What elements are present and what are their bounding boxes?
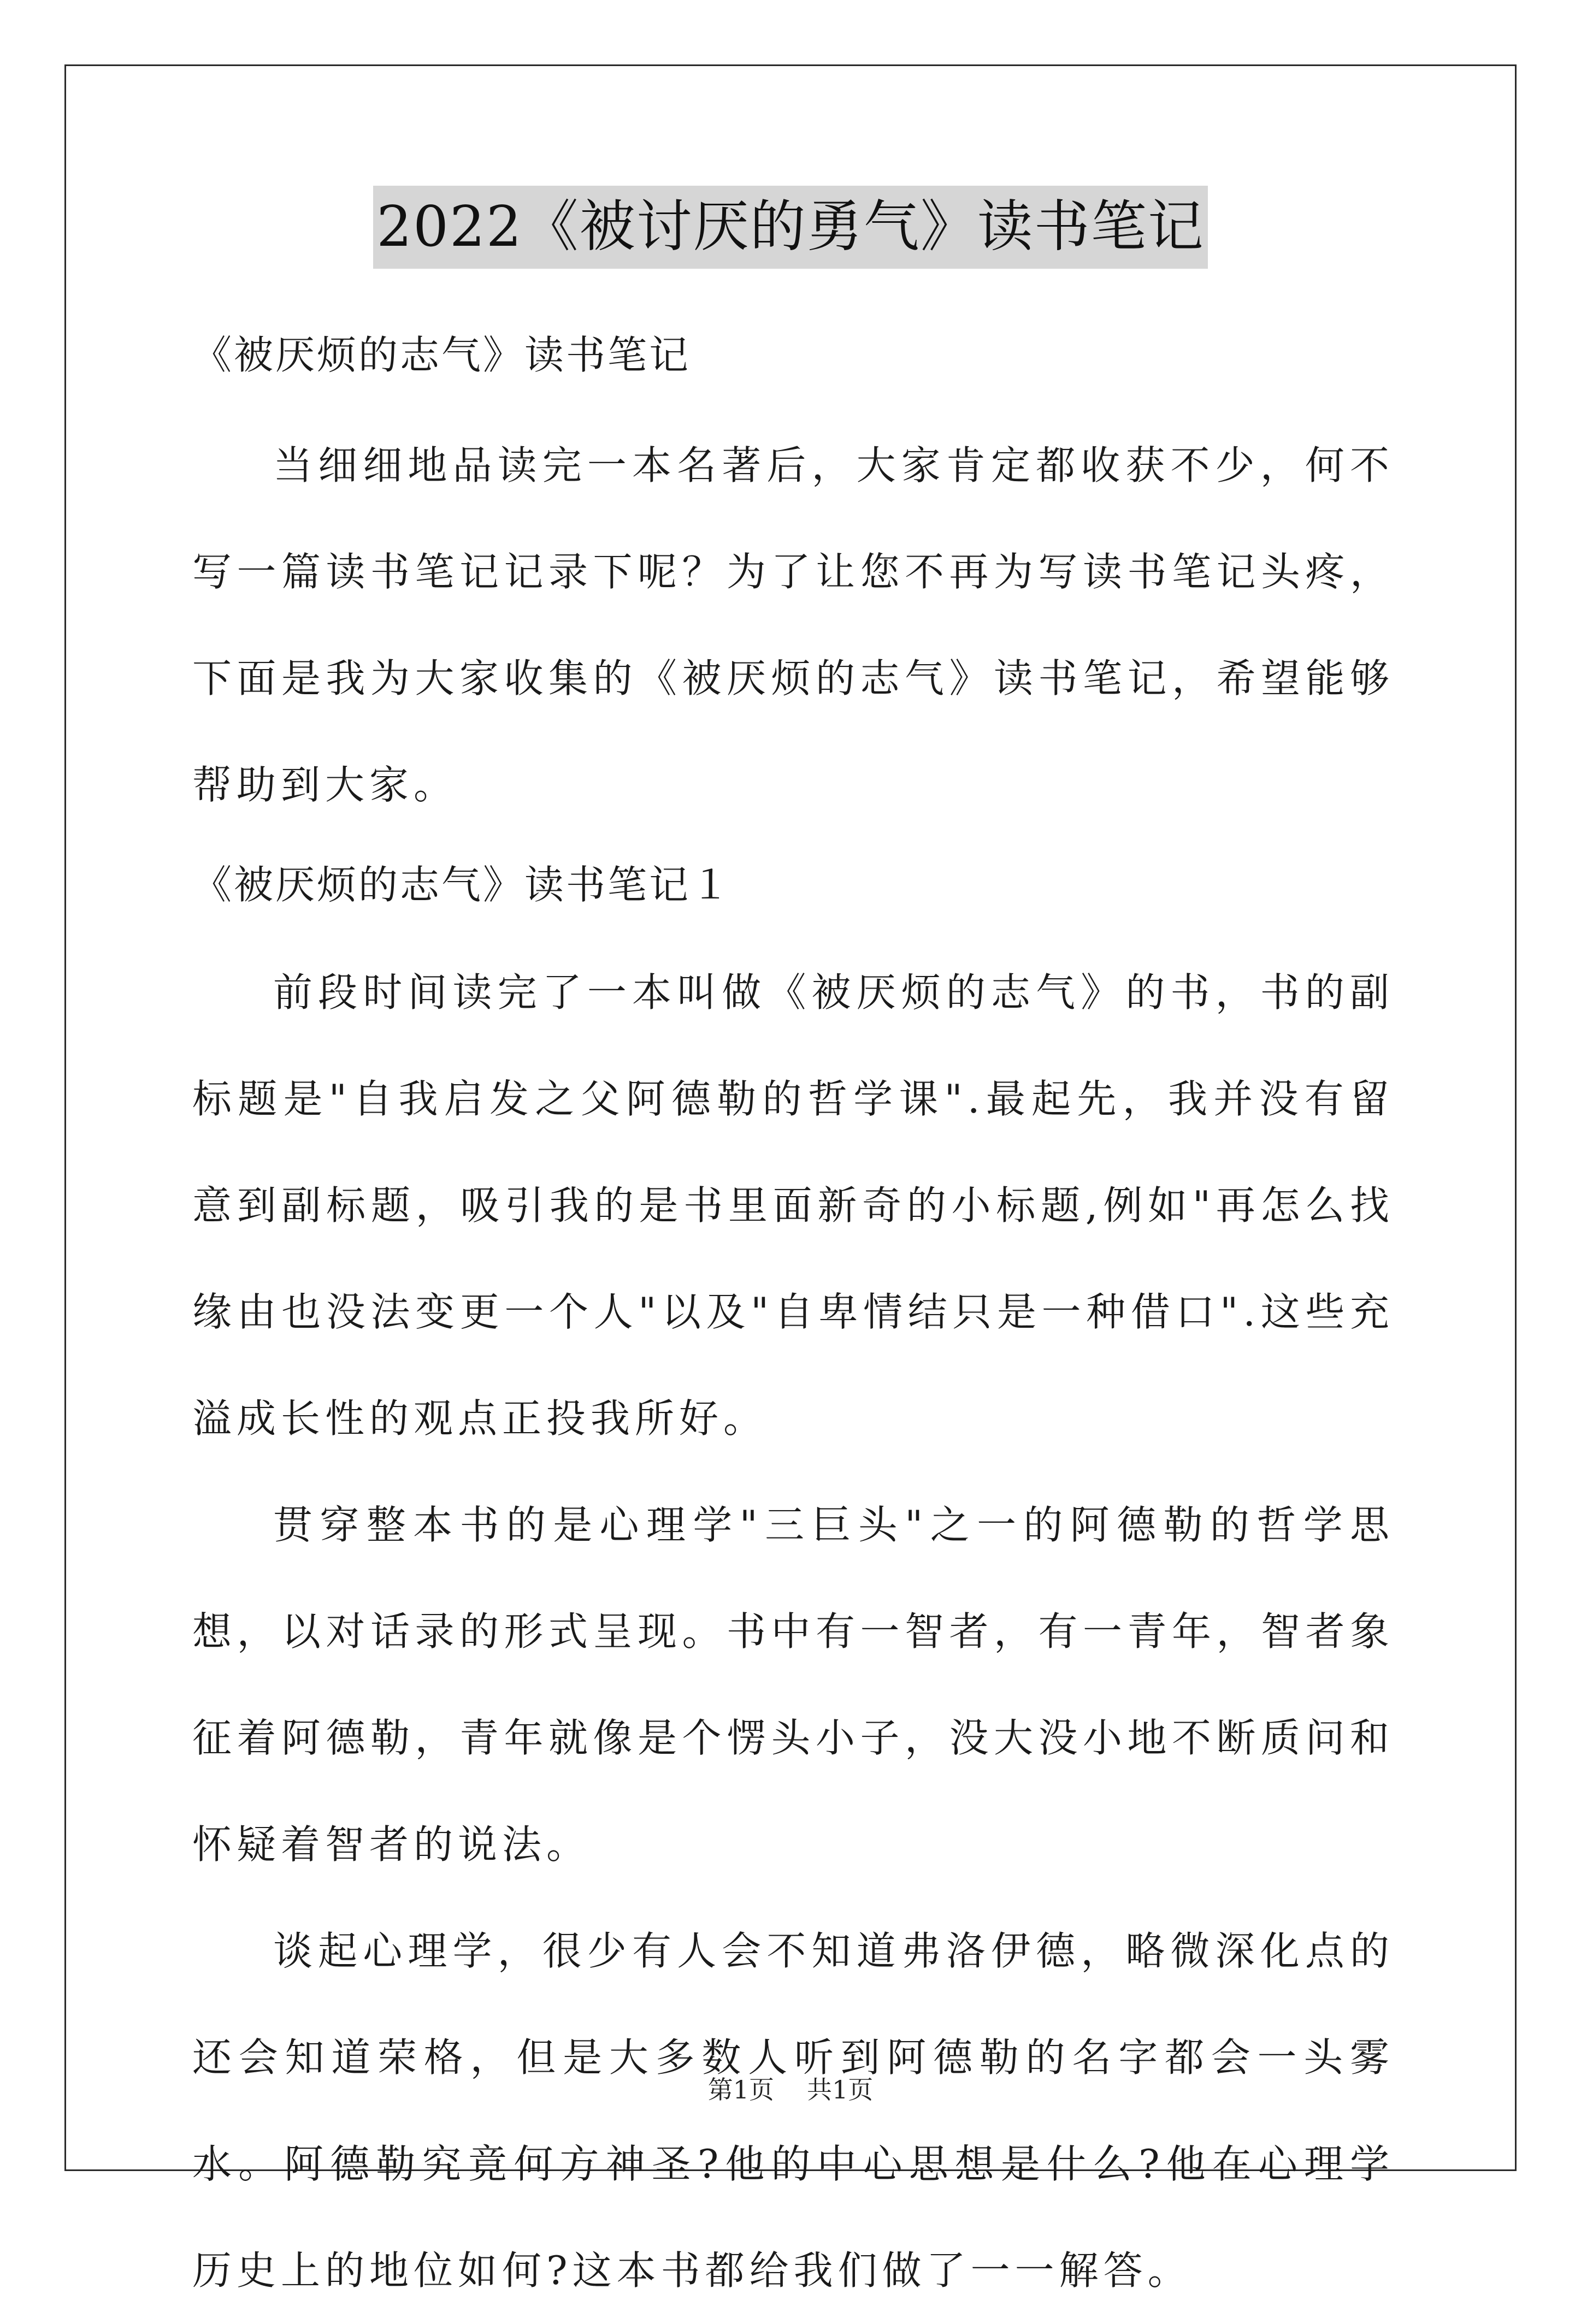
page-current-label: 第1页	[707, 2075, 774, 2104]
title-wrapper	[0, 186, 1581, 269]
body-paragraph-2: 贯穿整本书的是心理学"三巨头"之一的阿德勒的哲学思想，以对话录的形式呈现。书中有一智者，有一青年，智者象征着阿德勒，青年就像是个愣头小子，没大没小地不断质问和怀疑着智者的说法。	[192, 1502, 1394, 1867]
page-total-label: 共1页	[807, 2075, 874, 2104]
body-paragraph-1: 前段时间读完了一本叫做《被厌烦的志气》的书，书的副标题是"自我启发之父阿德勒的哲学课".最起先，我并没有留意到副标题，吸引我的是书里面新奇的小标题,例如"再怎么找缘由也没法变更一个人"以及"自卑情结只是一种借口".这些充溢成长性的观点正投我所好。	[192, 969, 1394, 1441]
subheading-note-1: 《被厌烦的志气》读书笔记１	[192, 862, 733, 908]
document-title: 2022《被讨厌的勇气》读书笔记	[373, 186, 1208, 269]
intro-paragraph: 当细细地品读完一本名著后，大家肯定都收获不少，何不写一篇读书笔记记录下呢？为了让您不再为写读书笔记头疼，下面是我为大家收集的《被厌烦的志气》读书笔记，希望能够帮助到大家。	[192, 442, 1394, 808]
subheading-main: 《被厌烦的志气》读书笔记	[192, 332, 691, 378]
document-body	[192, 328, 1394, 2324]
body-paragraph-3: 谈起心理学，很少有人会不知道弗洛伊德，略微深化点的还会知道荣格，但是大多数人听到阿德勒的名字都会一头雾水。阿德勒究竟何方神圣?他的中心思想是什么?他在心理学历史上的地位如何?这本书都给我们做了一一解答。	[192, 1928, 1394, 2293]
page-footer	[0, 2070, 1581, 2106]
